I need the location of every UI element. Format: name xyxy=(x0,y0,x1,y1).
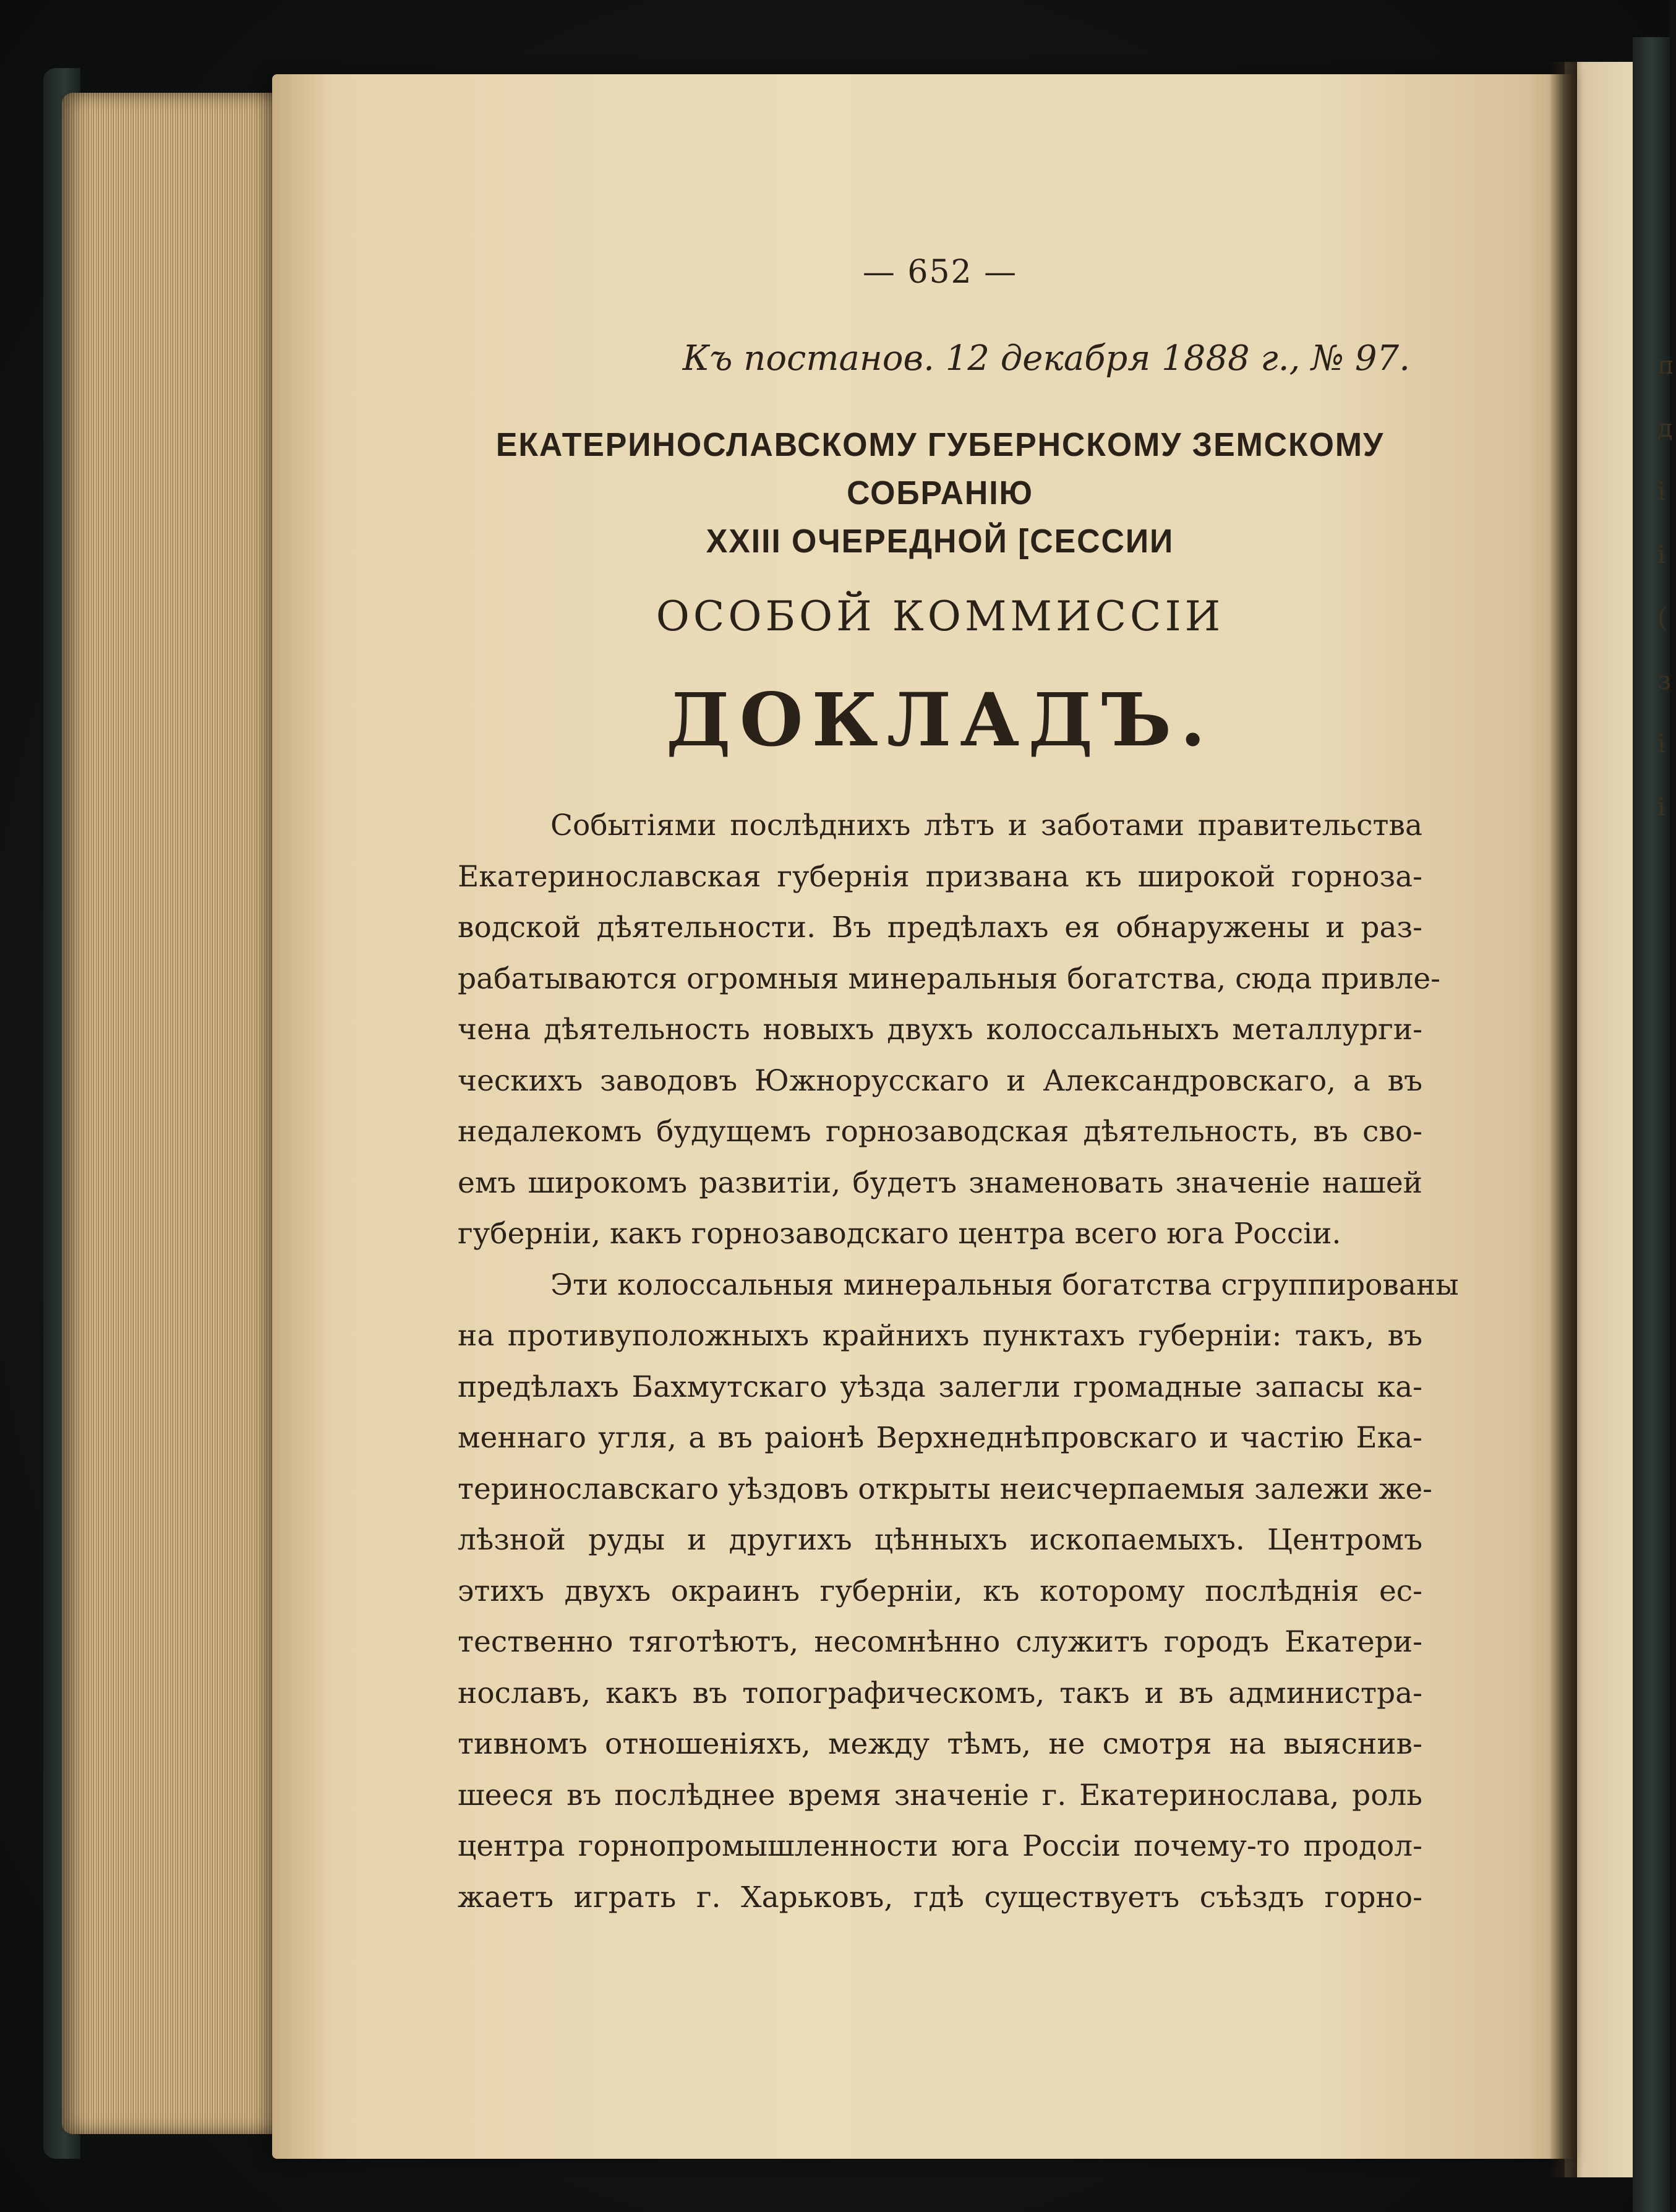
text-line: губерніи, какъ горнозаводскаго центра всего юга Россіи. xyxy=(458,1217,1341,1251)
page-block-edges xyxy=(62,93,284,2134)
paragraph-1 xyxy=(458,800,1441,1260)
page-gutter-shadow xyxy=(1549,62,1577,2177)
text-line: водской дѣятельности. Въ предѣлахъ ея обнаружены и раз- xyxy=(458,911,1422,945)
text-line: шееся въ послѣднее время значеніе г. Екатеринослава, роль xyxy=(458,1778,1422,1812)
text-line: этихъ двухъ окраинъ губерніи, къ которому послѣднія ес- xyxy=(458,1574,1422,1608)
facing-letter: і xyxy=(1657,478,1665,506)
commission-heading: ОСОБОЙ КОММИССІИ xyxy=(656,593,1225,640)
text-line: недалекомъ будущемъ горнозаводская дѣятельность, въ сво- xyxy=(458,1115,1422,1149)
facing-letter: п xyxy=(1657,351,1674,380)
text-line: тивномъ отношеніяхъ, между тѣмъ, не смотря на выяснив- xyxy=(458,1727,1422,1761)
resolution-reference: Къ постанов. 12 декабря 1888 г., № 97. xyxy=(682,338,1410,379)
report-title: ДОКЛАДЪ. xyxy=(665,677,1215,763)
text-line: тественно тяготѣютъ, несомнѣнно служитъ городъ Екатери- xyxy=(458,1625,1422,1659)
text-line: Событіями послѣднихъ лѣтъ и заботами правительства xyxy=(550,808,1422,842)
text-line: нославъ, какъ въ топографическомъ, такъ и въ администра- xyxy=(458,1676,1422,1710)
facing-letter: і xyxy=(1657,541,1665,569)
paragraph-2 xyxy=(458,1260,1459,1924)
facing-letter: і xyxy=(1657,730,1665,758)
facing-letter: ( xyxy=(1657,604,1667,632)
facing-page-letters xyxy=(1657,334,1676,839)
page-number: — 652 — xyxy=(862,254,1018,291)
heading-line: XXIII ОЧЕРЕДНОЙ [СЕССИИ xyxy=(706,523,1174,560)
text-line: Эти колоссальныя минеральныя богатства сгруппированы xyxy=(550,1267,1459,1302)
text-line: емъ широкомъ развитіи, будетъ знаменовать значеніе нашей xyxy=(458,1165,1422,1200)
page-text xyxy=(458,247,1459,1923)
text-line: Екатеринославская губернія призвана къ широкой горноза- xyxy=(458,859,1422,894)
heading-line: ЕКАТЕРИНОСЛАВСКОМУ ГУБЕРНСКОМУ ЗЕМСКОМУ СОБРАНІЮ xyxy=(495,426,1385,512)
text-line: чена дѣятельность новыхъ двухъ колоссальныхъ металлурги- xyxy=(458,1013,1422,1047)
text-line: рабатываются огромныя минеральныя богатства, сюда привле- xyxy=(458,961,1441,996)
text-line: на противуположныхъ крайнихъ пунктахъ губерніи: такъ, въ xyxy=(458,1319,1422,1353)
text-line: лѣзной руды и другихъ цѣнныхъ ископаемыхъ. Центромъ xyxy=(458,1523,1422,1557)
text-line: жаетъ играть г. Харьковъ, гдѣ существуетъ съѣздъ горно- xyxy=(458,1880,1422,1914)
facing-letter: д xyxy=(1657,414,1673,443)
addressee-heading xyxy=(477,421,1403,565)
text-line: ческихъ заводовъ Южнорусскаго и Александровскаго, а въ xyxy=(458,1063,1422,1098)
facing-letter: з xyxy=(1657,667,1671,695)
text-line: предѣлахъ Бахмутскаго уѣзда залегли громадные запасы ка- xyxy=(458,1370,1422,1404)
text-line: теринославскаго уѣздовъ открыты неисчерпаемыя залежи же- xyxy=(458,1472,1433,1506)
facing-letter: і xyxy=(1657,793,1665,821)
text-line: центра горнопромышленности юга Россіи почему-то продол- xyxy=(458,1829,1422,1863)
text-line: меннаго угля, а въ раіонѣ Верхнеднѣпровскаго и частію Ека- xyxy=(458,1421,1422,1455)
